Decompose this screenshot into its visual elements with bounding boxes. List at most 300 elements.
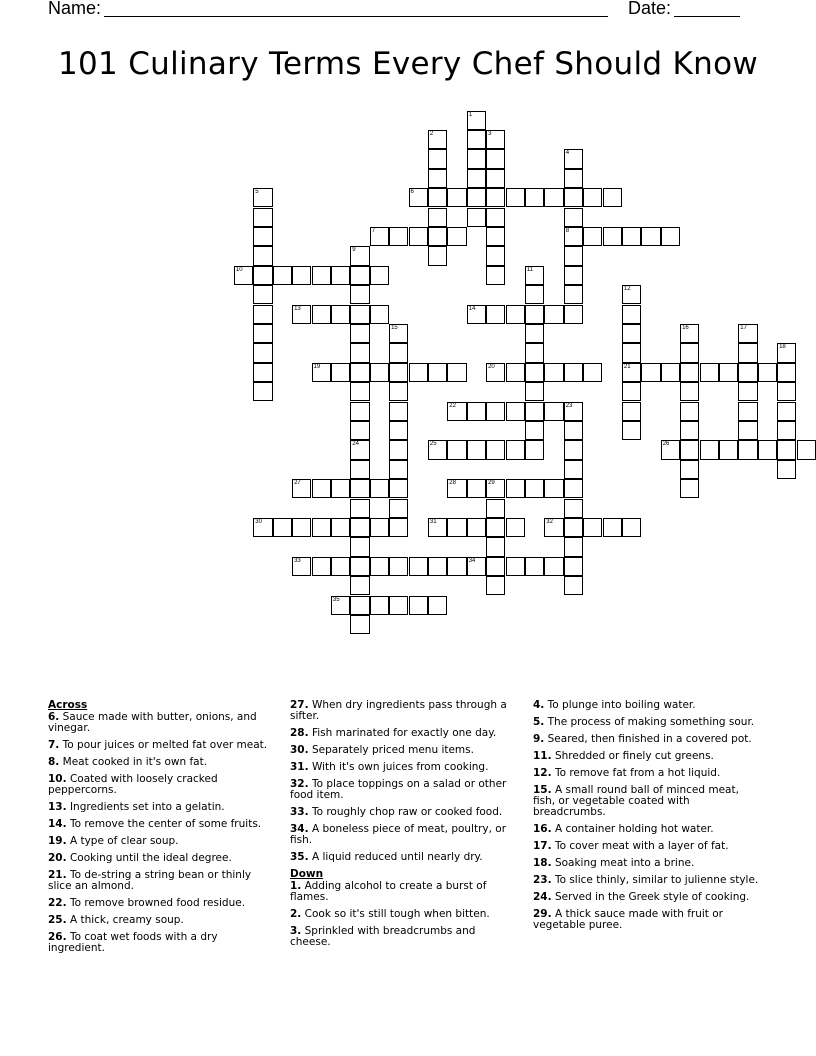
grid-cell[interactable] bbox=[486, 557, 505, 576]
grid-cell[interactable] bbox=[486, 208, 505, 227]
clue-number: 6 bbox=[410, 189, 414, 196]
grid-cell[interactable] bbox=[331, 266, 350, 285]
grid-cell[interactable] bbox=[486, 227, 505, 246]
clue-number-label: 26. bbox=[48, 931, 67, 943]
grid-cell[interactable] bbox=[506, 479, 525, 498]
grid-cell[interactable] bbox=[350, 596, 369, 615]
clue-item bbox=[533, 909, 763, 931]
grid-cell[interactable] bbox=[525, 266, 544, 285]
clues-column-2 bbox=[290, 700, 512, 954]
grid-cell[interactable] bbox=[544, 518, 563, 537]
clue-number-label: 7. bbox=[48, 739, 60, 751]
grid-cell[interactable] bbox=[622, 324, 641, 343]
grid-cell[interactable] bbox=[428, 149, 447, 168]
clue-item bbox=[533, 768, 763, 779]
grid-cell[interactable] bbox=[447, 188, 466, 207]
grid-cell[interactable] bbox=[564, 537, 583, 556]
clue-text: Cooking until the ideal degree. bbox=[66, 852, 232, 864]
grid-cell[interactable] bbox=[564, 188, 583, 207]
clue-number-label: 34. bbox=[290, 823, 309, 835]
grid-cell[interactable] bbox=[525, 440, 544, 459]
grid-cell[interactable] bbox=[544, 557, 563, 576]
grid-cell[interactable] bbox=[525, 188, 544, 207]
grid-cell[interactable] bbox=[467, 402, 486, 421]
clue-number-label: 20. bbox=[48, 852, 67, 864]
grid-cell[interactable] bbox=[389, 596, 408, 615]
grid-cell[interactable] bbox=[253, 382, 272, 401]
grid-cell[interactable] bbox=[350, 537, 369, 556]
grid-cell[interactable] bbox=[389, 363, 408, 382]
grid-cell[interactable] bbox=[486, 130, 505, 149]
clue-item bbox=[290, 807, 512, 818]
clue-number: 27 bbox=[294, 480, 301, 487]
clue-number-label: 35. bbox=[290, 851, 309, 863]
grid-cell[interactable] bbox=[467, 149, 486, 168]
grid-cell[interactable] bbox=[389, 343, 408, 362]
grid-cell[interactable] bbox=[564, 246, 583, 265]
grid-cell[interactable] bbox=[661, 227, 680, 246]
clue-number-label: 28. bbox=[290, 727, 309, 739]
grid-cell[interactable] bbox=[622, 343, 641, 362]
clue-item bbox=[533, 841, 763, 852]
grid-cell[interactable] bbox=[350, 343, 369, 362]
grid-cell[interactable] bbox=[350, 440, 369, 459]
grid-cell[interactable] bbox=[428, 363, 447, 382]
grid-cell[interactable] bbox=[467, 440, 486, 459]
grid-cell[interactable] bbox=[467, 111, 486, 130]
grid-cell[interactable] bbox=[506, 188, 525, 207]
clue-text: Seared, then finished in a covered pot. bbox=[544, 733, 752, 745]
grid-cell[interactable] bbox=[525, 285, 544, 304]
grid-cell[interactable] bbox=[506, 518, 525, 537]
grid-cell[interactable] bbox=[583, 363, 602, 382]
grid-cell[interactable] bbox=[564, 440, 583, 459]
grid-cell[interactable] bbox=[758, 440, 777, 459]
clue-text: To place toppings on a salad or other food item. bbox=[290, 778, 507, 801]
grid-cell[interactable] bbox=[486, 305, 505, 324]
grid-cell[interactable] bbox=[370, 557, 389, 576]
grid-cell[interactable] bbox=[467, 479, 486, 498]
grid-cell[interactable] bbox=[292, 479, 311, 498]
grid-cell[interactable] bbox=[486, 576, 505, 595]
grid-cell[interactable] bbox=[486, 169, 505, 188]
clue-number-label: 3. bbox=[290, 925, 302, 937]
grid-cell[interactable] bbox=[428, 227, 447, 246]
grid-cell[interactable] bbox=[312, 363, 331, 382]
grid-cell[interactable] bbox=[253, 305, 272, 324]
grid-cell[interactable] bbox=[680, 382, 699, 401]
grid-cell[interactable] bbox=[797, 440, 816, 459]
grid-cell[interactable] bbox=[738, 343, 757, 362]
grid-cell[interactable] bbox=[719, 363, 738, 382]
clue-text: When dry ingredients pass through a sifter. bbox=[290, 699, 507, 722]
grid-cell[interactable] bbox=[622, 363, 641, 382]
grid-cell[interactable] bbox=[292, 266, 311, 285]
grid-cell[interactable] bbox=[525, 363, 544, 382]
grid-cell[interactable] bbox=[486, 266, 505, 285]
clue-number: 19 bbox=[313, 363, 321, 370]
clue-item bbox=[290, 779, 512, 801]
grid-cell[interactable] bbox=[467, 169, 486, 188]
grid-cell[interactable] bbox=[447, 557, 466, 576]
grid-cell[interactable] bbox=[680, 343, 699, 362]
grid-cell[interactable] bbox=[389, 324, 408, 343]
grid-cell[interactable] bbox=[253, 518, 272, 537]
grid-cell[interactable] bbox=[253, 285, 272, 304]
grid-cell[interactable] bbox=[428, 169, 447, 188]
grid-cell[interactable] bbox=[680, 324, 699, 343]
grid-cell[interactable] bbox=[331, 518, 350, 537]
grid-cell[interactable] bbox=[622, 421, 641, 440]
grid-cell[interactable] bbox=[486, 402, 505, 421]
grid-cell[interactable] bbox=[641, 227, 660, 246]
clue-item bbox=[290, 881, 512, 903]
grid-cell[interactable] bbox=[738, 402, 757, 421]
grid-cell[interactable] bbox=[583, 518, 602, 537]
grid-cell[interactable] bbox=[350, 305, 369, 324]
clue-number-label: 23. bbox=[533, 874, 552, 886]
grid-cell[interactable] bbox=[758, 363, 777, 382]
grid-cell[interactable] bbox=[389, 440, 408, 459]
clue-text: To slice thinly, similar to julienne style. bbox=[551, 874, 759, 886]
grid-cell[interactable] bbox=[467, 130, 486, 149]
grid-cell[interactable] bbox=[564, 557, 583, 576]
grid-cell[interactable] bbox=[331, 557, 350, 576]
grid-cell[interactable] bbox=[447, 518, 466, 537]
grid-cell[interactable] bbox=[292, 305, 311, 324]
grid-cell[interactable] bbox=[447, 227, 466, 246]
grid-cell[interactable] bbox=[525, 343, 544, 362]
clue-number-label: 31. bbox=[290, 761, 309, 773]
grid-cell[interactable] bbox=[370, 518, 389, 537]
grid-cell[interactable] bbox=[350, 266, 369, 285]
grid-cell[interactable] bbox=[486, 518, 505, 537]
grid-cell[interactable] bbox=[312, 305, 331, 324]
grid-cell[interactable] bbox=[409, 188, 428, 207]
clue-item bbox=[533, 717, 763, 728]
grid-cell[interactable] bbox=[467, 557, 486, 576]
grid-cell[interactable] bbox=[564, 518, 583, 537]
grid-cell[interactable] bbox=[564, 149, 583, 168]
grid-cell[interactable] bbox=[350, 460, 369, 479]
grid-cell[interactable] bbox=[389, 227, 408, 246]
grid-cell[interactable] bbox=[467, 305, 486, 324]
clue-item bbox=[48, 915, 270, 926]
grid-cell[interactable] bbox=[680, 460, 699, 479]
grid-cell[interactable] bbox=[564, 499, 583, 518]
grid-cell[interactable] bbox=[486, 479, 505, 498]
grid-cell[interactable] bbox=[641, 363, 660, 382]
grid-cell[interactable] bbox=[564, 576, 583, 595]
grid-cell[interactable] bbox=[680, 479, 699, 498]
clue-text: To pour juices or melted fat over meat. bbox=[59, 739, 268, 751]
grid-cell[interactable] bbox=[350, 402, 369, 421]
clue-item bbox=[290, 852, 512, 863]
clue-number: 33 bbox=[294, 557, 301, 564]
grid-cell[interactable] bbox=[331, 596, 350, 615]
clue-item bbox=[290, 824, 512, 846]
grid-cell[interactable] bbox=[428, 246, 447, 265]
grid-cell[interactable] bbox=[370, 363, 389, 382]
grid-cell[interactable] bbox=[738, 363, 757, 382]
clue-text: A container holding hot water. bbox=[551, 823, 714, 835]
grid-cell[interactable] bbox=[234, 266, 253, 285]
grid-cell[interactable] bbox=[622, 518, 641, 537]
grid-cell[interactable] bbox=[273, 518, 292, 537]
grid-cell[interactable] bbox=[719, 440, 738, 459]
clue-number: 22 bbox=[449, 402, 456, 409]
grid-cell[interactable] bbox=[583, 227, 602, 246]
grid-cell[interactable] bbox=[525, 402, 544, 421]
grid-cell[interactable] bbox=[428, 440, 447, 459]
clue-text: To de-string a string bean or thinly slice an almond. bbox=[48, 869, 252, 892]
clue-text: Cook so it's still tough when bitten. bbox=[301, 908, 490, 920]
clue-number: 13 bbox=[294, 305, 301, 312]
clue-number: 29 bbox=[488, 480, 495, 487]
grid-cell[interactable] bbox=[312, 518, 331, 537]
clue-number: 7 bbox=[371, 227, 376, 234]
grid-cell[interactable] bbox=[253, 246, 272, 265]
grid-cell[interactable] bbox=[661, 440, 680, 459]
grid-cell[interactable] bbox=[350, 499, 369, 518]
grid-cell[interactable] bbox=[350, 246, 369, 265]
grid-cell[interactable] bbox=[428, 557, 447, 576]
grid-cell[interactable] bbox=[622, 285, 641, 304]
grid-cell[interactable] bbox=[409, 227, 428, 246]
grid-cell[interactable] bbox=[350, 518, 369, 537]
grid-cell[interactable] bbox=[564, 266, 583, 285]
clue-item bbox=[48, 836, 270, 847]
grid-cell[interactable] bbox=[370, 305, 389, 324]
clue-text: Soaking meat into a brine. bbox=[551, 857, 695, 869]
clue-item bbox=[533, 892, 763, 903]
grid-cell[interactable] bbox=[486, 499, 505, 518]
grid-cell[interactable] bbox=[564, 305, 583, 324]
clue-text: A type of clear soup. bbox=[66, 835, 179, 847]
grid-cell[interactable] bbox=[467, 208, 486, 227]
grid-cell[interactable] bbox=[292, 518, 311, 537]
grid-cell[interactable] bbox=[622, 382, 641, 401]
grid-cell[interactable] bbox=[525, 421, 544, 440]
grid-cell[interactable] bbox=[389, 402, 408, 421]
grid-cell[interactable] bbox=[738, 324, 757, 343]
grid-cell[interactable] bbox=[622, 305, 641, 324]
grid-cell[interactable] bbox=[564, 460, 583, 479]
grid-cell[interactable] bbox=[253, 188, 272, 207]
grid-cell[interactable] bbox=[350, 576, 369, 595]
grid-cell[interactable] bbox=[428, 518, 447, 537]
grid-cell[interactable] bbox=[564, 421, 583, 440]
grid-cell[interactable] bbox=[525, 479, 544, 498]
clue-number-label: 22. bbox=[48, 897, 67, 909]
grid-cell[interactable] bbox=[409, 596, 428, 615]
clue-text: Fish marinated for exactly one day. bbox=[308, 727, 497, 739]
grid-cell[interactable] bbox=[564, 208, 583, 227]
grid-cell[interactable] bbox=[253, 324, 272, 343]
grid-cell[interactable] bbox=[389, 557, 408, 576]
grid-cell[interactable] bbox=[564, 169, 583, 188]
clue-number: 21 bbox=[623, 363, 631, 370]
clue-item bbox=[48, 757, 270, 768]
grid-cell[interactable] bbox=[603, 188, 622, 207]
grid-cell[interactable] bbox=[389, 499, 408, 518]
grid-cell[interactable] bbox=[506, 557, 525, 576]
clue-number-label: 2. bbox=[290, 908, 302, 920]
grid-cell[interactable] bbox=[525, 382, 544, 401]
grid-cell[interactable] bbox=[583, 188, 602, 207]
clue-item bbox=[48, 712, 270, 734]
grid-cell[interactable] bbox=[544, 188, 563, 207]
grid-cell[interactable] bbox=[331, 479, 350, 498]
grid-cell[interactable] bbox=[506, 305, 525, 324]
clue-number: 8 bbox=[565, 227, 570, 234]
grid-cell[interactable] bbox=[544, 402, 563, 421]
grid-cell[interactable] bbox=[253, 208, 272, 227]
grid-cell[interactable] bbox=[350, 285, 369, 304]
grid-cell[interactable] bbox=[428, 208, 447, 227]
grid-cell[interactable] bbox=[292, 557, 311, 576]
grid-cell[interactable] bbox=[777, 460, 796, 479]
grid-cell[interactable] bbox=[350, 615, 369, 634]
clue-text: With it's own juices from cooking. bbox=[308, 761, 489, 773]
grid-cell[interactable] bbox=[680, 363, 699, 382]
grid-cell[interactable] bbox=[312, 266, 331, 285]
grid-cell[interactable] bbox=[389, 382, 408, 401]
grid-cell[interactable] bbox=[777, 363, 796, 382]
grid-cell[interactable] bbox=[486, 440, 505, 459]
clue-item bbox=[48, 932, 270, 954]
grid-cell[interactable] bbox=[777, 421, 796, 440]
clue-text: A liquid reduced until nearly dry. bbox=[308, 851, 483, 863]
grid-cell[interactable] bbox=[253, 363, 272, 382]
grid-cell[interactable] bbox=[447, 440, 466, 459]
grid-cell[interactable] bbox=[564, 227, 583, 246]
grid-cell[interactable] bbox=[525, 305, 544, 324]
clue-number-label: 21. bbox=[48, 869, 67, 881]
grid-cell[interactable] bbox=[738, 440, 757, 459]
grid-cell[interactable] bbox=[603, 518, 622, 537]
grid-cell[interactable] bbox=[331, 363, 350, 382]
grid-cell[interactable] bbox=[350, 479, 369, 498]
clue-number: 14 bbox=[468, 305, 476, 312]
grid-cell[interactable] bbox=[486, 537, 505, 556]
grid-cell[interactable] bbox=[544, 479, 563, 498]
grid-cell[interactable] bbox=[389, 460, 408, 479]
grid-cell[interactable] bbox=[273, 266, 292, 285]
clue-text: To cover meat with a layer of fat. bbox=[551, 840, 729, 852]
grid-cell[interactable] bbox=[777, 343, 796, 362]
clue-number: 5 bbox=[255, 189, 259, 196]
grid-cell[interactable] bbox=[564, 402, 583, 421]
clue-number: 18 bbox=[779, 344, 786, 351]
grid-cell[interactable] bbox=[777, 402, 796, 421]
grid-cell[interactable] bbox=[544, 363, 563, 382]
grid-cell[interactable] bbox=[603, 227, 622, 246]
grid-cell[interactable] bbox=[428, 188, 447, 207]
grid-cell[interactable] bbox=[350, 557, 369, 576]
grid-cell[interactable] bbox=[486, 188, 505, 207]
grid-cell[interactable] bbox=[564, 363, 583, 382]
grid-cell[interactable] bbox=[700, 440, 719, 459]
grid-cell[interactable] bbox=[447, 402, 466, 421]
grid-cell[interactable] bbox=[409, 557, 428, 576]
grid-cell[interactable] bbox=[777, 440, 796, 459]
grid-cell[interactable] bbox=[661, 363, 680, 382]
grid-cell[interactable] bbox=[350, 363, 369, 382]
grid-cell[interactable] bbox=[389, 479, 408, 498]
grid-cell[interactable] bbox=[467, 518, 486, 537]
grid-cell[interactable] bbox=[467, 188, 486, 207]
grid-cell[interactable] bbox=[506, 363, 525, 382]
grid-cell[interactable] bbox=[370, 479, 389, 498]
grid-cell[interactable] bbox=[428, 130, 447, 149]
grid-cell[interactable] bbox=[312, 479, 331, 498]
clue-text: Served in the Greek style of cooking. bbox=[551, 891, 750, 903]
clue-text: To plunge into boiling water. bbox=[544, 699, 696, 711]
grid-cell[interactable] bbox=[486, 363, 505, 382]
grid-cell[interactable] bbox=[486, 246, 505, 265]
grid-cell[interactable] bbox=[370, 266, 389, 285]
grid-cell[interactable] bbox=[525, 324, 544, 343]
grid-cell[interactable] bbox=[331, 305, 350, 324]
grid-cell[interactable] bbox=[409, 363, 428, 382]
clue-text: To remove fat from a hot liquid. bbox=[551, 767, 721, 779]
clue-number: 10 bbox=[235, 266, 243, 273]
grid-cell[interactable] bbox=[680, 402, 699, 421]
clue-number: 4 bbox=[565, 150, 570, 157]
grid-cell[interactable] bbox=[428, 596, 447, 615]
grid-cell[interactable] bbox=[777, 382, 796, 401]
grid-cell[interactable] bbox=[506, 440, 525, 459]
grid-cell[interactable] bbox=[370, 227, 389, 246]
grid-cell[interactable] bbox=[350, 324, 369, 343]
grid-cell[interactable] bbox=[680, 421, 699, 440]
grid-cell[interactable] bbox=[622, 402, 641, 421]
grid-cell[interactable] bbox=[525, 557, 544, 576]
grid-cell[interactable] bbox=[350, 421, 369, 440]
clue-number: 25 bbox=[429, 441, 437, 448]
grid-cell[interactable] bbox=[486, 149, 505, 168]
grid-cell[interactable] bbox=[680, 440, 699, 459]
grid-cell[interactable] bbox=[738, 421, 757, 440]
grid-cell[interactable] bbox=[389, 518, 408, 537]
clue-item bbox=[533, 875, 763, 886]
grid-cell[interactable] bbox=[370, 596, 389, 615]
grid-cell[interactable] bbox=[506, 402, 525, 421]
grid-cell[interactable] bbox=[544, 305, 563, 324]
grid-cell[interactable] bbox=[253, 343, 272, 362]
grid-cell[interactable] bbox=[253, 266, 272, 285]
clue-number: 11 bbox=[526, 266, 534, 273]
grid-cell[interactable] bbox=[447, 479, 466, 498]
grid-cell[interactable] bbox=[738, 382, 757, 401]
grid-cell[interactable] bbox=[253, 227, 272, 246]
grid-cell[interactable] bbox=[564, 285, 583, 304]
clue-number-label: 17. bbox=[533, 840, 552, 852]
clue-number-label: 11. bbox=[533, 750, 552, 762]
grid-cell[interactable] bbox=[447, 363, 466, 382]
grid-cell[interactable] bbox=[312, 557, 331, 576]
clue-text: To roughly chop raw or cooked food. bbox=[308, 806, 503, 818]
grid-cell[interactable] bbox=[700, 363, 719, 382]
grid-cell[interactable] bbox=[622, 227, 641, 246]
clue-item bbox=[290, 700, 512, 722]
grid-cell[interactable] bbox=[564, 479, 583, 498]
grid-cell[interactable] bbox=[389, 421, 408, 440]
clue-number: 15 bbox=[391, 324, 398, 331]
grid-cell[interactable] bbox=[350, 382, 369, 401]
down-heading: Down bbox=[290, 868, 324, 880]
